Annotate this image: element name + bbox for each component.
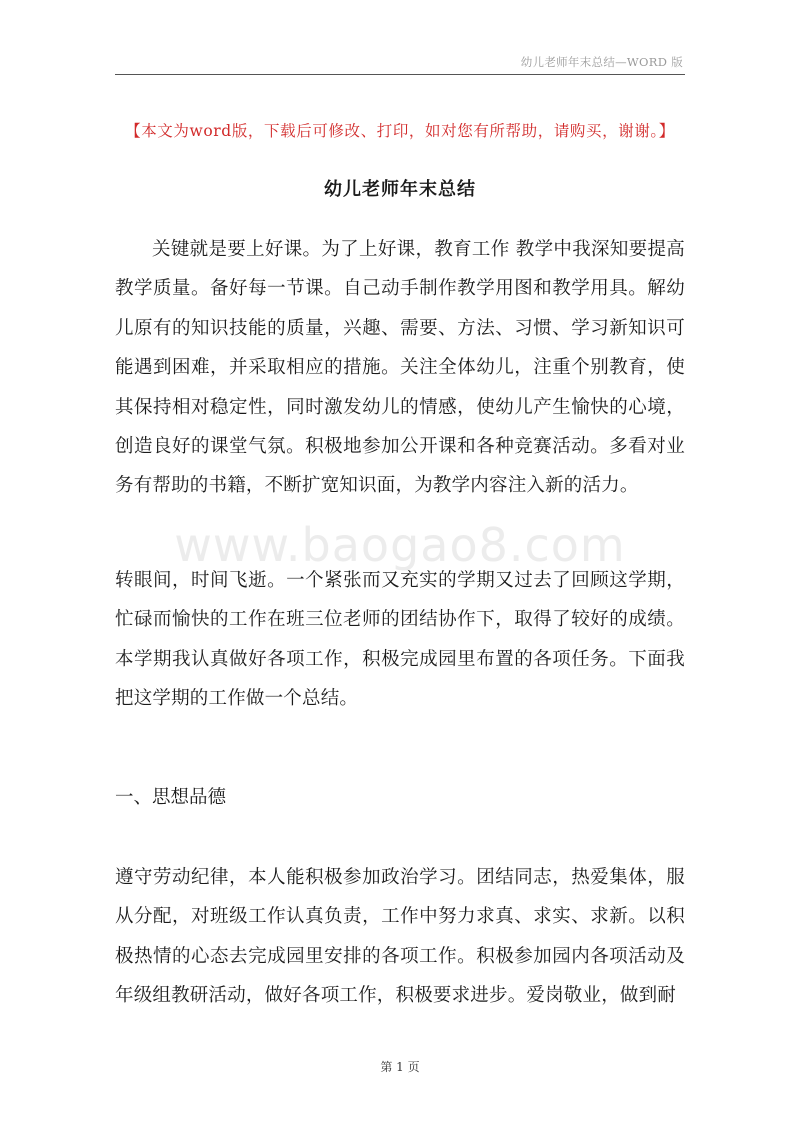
purchase-notice: 【本文为word版，下载后可修改、打印，如对您有所帮助，请购买，谢谢。】 <box>125 122 675 140</box>
section-heading-1: 一、思想品德 <box>115 787 227 808</box>
document-title: 幼儿老师年末总结 <box>324 179 476 200</box>
header-divider <box>115 74 685 75</box>
running-header: 幼儿老师年末总结—WORD 版 <box>520 55 683 69</box>
watermark: www.baogao8.com <box>174 518 626 572</box>
body-paragraph-1: 关键就是要上好课。为了上好课，教育工作 教学中我深知要提高教学质量。备好每一节课。自己动手制作教学用图和教学用具。解幼儿原有的知识技能的质量，兴趣、需要、方法、习惯、学习新知识可能遇到困难，并采取相应的措施。关注全体幼儿，注重个别教育，使其保持相对稳定性，同时激发幼儿的情感，使幼儿产生愉快的心境，创造良好的课堂气氛。积极地参加公开课和各种竞赛活动。多看对业务有帮助的书籍，不断扩宽知识面，为教学内容注入新的活力。 <box>115 239 685 497</box>
body-paragraph-2: 转眼间，时间飞逝。一个紧张而又充实的学期又过去了回顾这学期，忙碌而愉快的工作在班三位老师的团结协作下，取得了较好的成绩。本学期我认真做好各项工作，积极完成园里布置的各项任务。下面我把这学期的工作做一个总结。 <box>115 570 685 710</box>
body-paragraph-3: 遵守劳动纪律，本人能积极参加政治学习。团结同志，热爱集体，服从分配，对班级工作认真负责，工作中努力求真、求实、求新。以积极热情的心态去完成园里安排的各项工作。积极参加园内各项活动及年级组教研活动，做好各项工作，积极要求进步。爱岗敬业，做到耐 <box>115 867 685 1007</box>
page-number: 第 1 页 <box>380 1060 420 1074</box>
